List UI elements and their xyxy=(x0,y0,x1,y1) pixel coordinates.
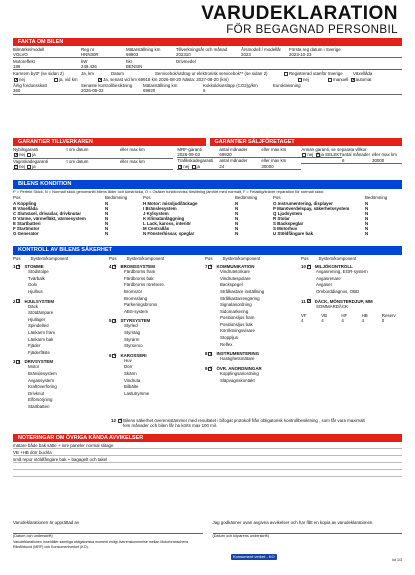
condition-rating: N xyxy=(235,225,239,231)
field-label: Servicebok/utdrag ur elektronisk servicebok** (se sidan 2) xyxy=(155,71,268,77)
condition-table xyxy=(13,195,402,236)
field-value: 2026-09-03 xyxy=(81,88,143,94)
tire-value: 4 xyxy=(301,318,304,324)
condition-rating: N xyxy=(105,210,109,216)
field-label: MRF-garanti xyxy=(177,147,202,152)
safety-group-1 xyxy=(13,256,112,411)
safety-item: Avgasrening, EGR-system xyxy=(316,269,368,275)
tire-depth-table xyxy=(301,313,402,323)
field-label: Reg nr xyxy=(81,47,95,52)
safety-item: Omborddiagnos, OBD xyxy=(316,288,360,294)
safety-item: Kopplingsanordning xyxy=(220,370,259,376)
page-code: lot 1/3 xyxy=(392,558,402,562)
safety-item: Lastutrymme xyxy=(124,390,150,396)
checkbox[interactable] xyxy=(16,265,20,269)
condition-item: J Kylsystem xyxy=(143,210,169,216)
safety-item: Släpvagnskontakt xyxy=(220,377,255,383)
condition-rating: N xyxy=(235,215,239,221)
checkbox[interactable] xyxy=(208,352,212,356)
safety-item: Styrservo xyxy=(124,343,143,349)
option: ja, vid km xyxy=(53,77,97,82)
safety-item: Tvärbalk xyxy=(28,275,45,281)
field-value: 249.426 xyxy=(81,64,126,70)
checkbox[interactable] xyxy=(307,299,311,303)
safety-group-4 xyxy=(301,256,402,411)
condition-rating: N xyxy=(365,200,369,206)
condition-rating: N xyxy=(365,225,369,231)
safety-item: Färdbroms bak xyxy=(124,275,154,281)
safety-item: Vindrutespolare xyxy=(220,275,251,281)
safety-item: Vindrutetorkare xyxy=(220,269,250,275)
condition-rating: N xyxy=(365,205,369,211)
field-label: Kokkoldsutsläpp (CO2)g/km xyxy=(203,83,258,89)
field-value: 6 xyxy=(203,88,273,94)
field-label: Nybilsgaranti xyxy=(13,147,39,152)
konsumentverket-logo: Konsument verket - KO xyxy=(233,554,275,559)
field-value xyxy=(176,64,402,70)
column-header: Bedömning xyxy=(235,195,258,201)
checkbox[interactable] xyxy=(192,165,196,169)
condition-item: A Koppling xyxy=(13,200,37,206)
field-value: 2023 xyxy=(241,52,289,58)
field-value: 2026-09-03 xyxy=(177,152,219,158)
page-subtitle: FÖR BEGAGNAD PERSONBIL xyxy=(226,23,398,36)
field-value: 69903 xyxy=(126,52,176,58)
checkbox[interactable] xyxy=(328,78,332,82)
safety-group-2 xyxy=(109,256,208,411)
vehicle-row4 xyxy=(13,83,402,94)
safety-item: Bilbälte xyxy=(124,384,139,390)
safety-item: Körriktningsvisare xyxy=(220,328,255,334)
safety-item: Motor xyxy=(28,364,40,370)
group-number: 2 xyxy=(13,298,16,304)
group-title: INSTRUMENTERING xyxy=(216,351,260,357)
option: nej xyxy=(297,77,327,82)
warranty-section xyxy=(13,138,402,170)
note-line: VB +HB dörr buckla xyxy=(13,449,402,456)
column-header xyxy=(301,256,402,261)
condition-item: Q Ljudsystem xyxy=(273,210,303,216)
safety-item: SOMMARDÄCK xyxy=(316,303,348,309)
warranty-manufacturer-heading: GARANTIER TILLVERKAREN xyxy=(13,138,206,146)
safety-item: Bränslesystem xyxy=(28,370,57,376)
safety-item: Stödstolpe xyxy=(28,269,49,275)
seller-warranty xyxy=(177,147,402,170)
tire-value: 4 xyxy=(341,318,344,324)
safety-item: Kraftöverföring xyxy=(28,384,57,390)
condition-rating: N xyxy=(235,205,239,211)
component-header: System/komponent xyxy=(30,256,69,261)
manufacturer-warranty xyxy=(13,147,173,170)
note-line: små repor stöldfångare bak + bagagelt och takel xyxy=(13,456,402,463)
safety-item: Stoppljus xyxy=(220,335,239,341)
footer-right xyxy=(213,520,403,549)
field-label: antal månader xyxy=(219,147,248,152)
condition-item: O Instrumentering, displayer xyxy=(273,200,333,206)
safety-item: Bromsrör xyxy=(124,288,143,294)
condition-item: U Stöldfångare bak xyxy=(273,230,314,236)
tire-header: HF xyxy=(341,313,348,319)
safety-item: ABS-system xyxy=(124,308,149,314)
footer-text: Varudeklarationen innehåller samtliga obligatoriska moment enligt överenskommelse mellan Motorbranschens Riksförbund (MRF) och Konsumentverket (KO). xyxy=(13,540,189,549)
field-value: 24 xyxy=(219,164,261,170)
field-value: HNN30R xyxy=(81,52,126,58)
group-title: ÖVR. ANORDNINGAR xyxy=(216,365,262,371)
checkbox[interactable] xyxy=(307,265,311,269)
condition-item: L Lack, kaross, interiör xyxy=(143,220,191,226)
checkbox[interactable] xyxy=(351,78,355,82)
safety-item: Färdbroms fram xyxy=(124,269,156,275)
field-label: Bilmärke/modell xyxy=(13,47,45,52)
field-value: 202310 xyxy=(176,52,241,58)
condition-item: M Centrallås xyxy=(143,225,170,231)
condition-rating: N xyxy=(365,210,369,216)
condition-item: H Motor: missljud/läckage xyxy=(143,200,198,206)
safety-item: Skärm xyxy=(124,370,137,376)
safety-item: Stötdämpare xyxy=(28,310,54,316)
safety-columns xyxy=(13,256,402,411)
field-label: Motoreffekt xyxy=(13,59,35,65)
group-number: 11 xyxy=(301,298,306,304)
condition-item: S Motorhuv xyxy=(273,225,298,231)
safety-item: Sidomarkering xyxy=(220,308,249,314)
condition-item: G Generator xyxy=(13,230,39,236)
vehicle-row1 xyxy=(13,47,402,58)
footer-text: (Datum och köparens underskrift) xyxy=(212,534,269,539)
safety-item: Avgassystem xyxy=(28,377,55,383)
field-value: ✕nej ja xyxy=(177,164,219,170)
column-header: Bedömning xyxy=(105,195,128,201)
group-number: 7 xyxy=(205,264,208,270)
group-title: STYRSYSTEM xyxy=(120,318,151,324)
tire-header: VF xyxy=(301,313,307,319)
page-title: VARUDEKLARATION xyxy=(201,3,398,24)
group-number: 9 xyxy=(205,365,208,371)
checkbox[interactable] xyxy=(14,78,18,82)
field-label: eller max km xyxy=(372,152,397,158)
field-value: 30000 xyxy=(261,164,301,170)
safety-item: Fjäderfäste xyxy=(28,349,50,355)
field-value: 30000 xyxy=(372,158,402,164)
safety-item: Backspegel xyxy=(220,282,243,288)
condition-rating: N xyxy=(365,220,369,226)
group-title: BROMSSYSTEM xyxy=(120,264,155,270)
condition-rating: N xyxy=(105,205,109,211)
group-title: MILJÖKONTROLL xyxy=(314,264,353,270)
column-header xyxy=(109,256,205,261)
option: manuell ✕ automat xyxy=(327,77,402,82)
note-line xyxy=(13,463,402,470)
safety-item: Avgaser xyxy=(316,282,333,288)
group-number: 5 xyxy=(109,318,112,324)
safety-item: Däck xyxy=(28,303,39,309)
safety-item: Positionsljus bak xyxy=(220,321,253,327)
field-label: Senaste kontrollbesiktning xyxy=(81,83,133,89)
field-label: Första reg datum i Sverige xyxy=(289,47,341,52)
notes-section xyxy=(13,434,402,477)
tire-header: HB xyxy=(361,313,368,319)
field-label: Registrerad utanför Sverige xyxy=(283,71,353,76)
condition-item: S Backspeglar xyxy=(273,220,304,226)
condition-item: N Fönsterhissar, speglar xyxy=(143,230,195,236)
checkbox[interactable] xyxy=(112,265,116,269)
safety-item: Länkarm fram xyxy=(28,329,56,335)
safety-item: Parkeringsbroms xyxy=(124,302,158,308)
safety-item: Vindruta xyxy=(124,377,141,383)
warranty-seller-heading: GARANTIER SÄLJFÖRETAGET xyxy=(210,138,403,146)
tire-value: 4 xyxy=(361,318,365,324)
condition-rating: N xyxy=(235,230,239,236)
checkbox[interactable] xyxy=(27,153,31,157)
vehicle-row3 xyxy=(13,71,402,76)
footer-text: (Datum och underskrift) xyxy=(13,534,53,539)
safety-item: Elförsörjning xyxy=(28,397,53,403)
checkbox[interactable] xyxy=(298,78,302,82)
condition-item: I Bränslesystem xyxy=(143,205,177,211)
field-value: ✕nej ja xyxy=(13,152,66,158)
safety-section xyxy=(13,246,402,411)
field-label: Årsmodell / modellår xyxy=(241,47,282,52)
field-label: Vagnskadegaranti xyxy=(13,158,49,164)
checkbox[interactable] xyxy=(98,78,102,82)
checkbox[interactable] xyxy=(14,153,18,157)
tire-header: VB xyxy=(321,313,328,319)
column-header: Pos xyxy=(143,195,151,201)
field-label: kW xyxy=(81,59,88,65)
checkbox[interactable] xyxy=(284,72,288,76)
pos-header: Pos xyxy=(109,256,117,261)
field-value: VOLVO xyxy=(13,52,81,58)
checkbox[interactable] xyxy=(14,165,18,169)
safety-item: Styrarm xyxy=(124,336,140,342)
vehicle-row2 xyxy=(13,59,402,70)
field-value: 186 xyxy=(13,64,81,70)
footer xyxy=(13,520,402,562)
field-label: Mätarställning km xyxy=(126,47,161,52)
field-label: eller max km xyxy=(261,158,287,164)
checkbox[interactable] xyxy=(54,78,58,82)
group-number: 8 xyxy=(205,351,208,357)
safety-item: Spindelled xyxy=(28,323,49,329)
condition-item: B Växellåda xyxy=(13,205,38,211)
group-title: HJULSYSTEM xyxy=(24,298,54,304)
safety-12 xyxy=(13,418,402,428)
checkbox[interactable] xyxy=(112,354,116,358)
checkbox[interactable] xyxy=(178,165,182,169)
checkbox[interactable] xyxy=(16,299,20,303)
item-12-text: Bilens säkerhet överensstämmer med resultatet i bifogat protokoll från obligatorisk kontrollbesiktning , som får vara maximalt xyxy=(123,418,365,423)
safety-heading: KONTROLL AV BILENS SÄKERHET xyxy=(13,246,402,255)
field-label: Växellåda xyxy=(353,71,373,77)
group-title: KOMMUNIKATION xyxy=(216,264,255,270)
condition-rating: N xyxy=(235,200,239,206)
condition-legend: P = Perfekt Skick, N = Normalt skick genomsnitt bilens ålder och körsträcka, O = Osäker funktion/viss förslitning jämfört med normalt, F = Felaktig/kräver reparation för normalt skick xyxy=(13,189,324,194)
field-label: Ja, km xyxy=(81,71,94,77)
note-line: mätare både bak sätte + inre paneler normal slitage xyxy=(13,442,402,449)
option: ✕nej xyxy=(13,77,53,82)
group-number: 1 xyxy=(13,264,16,270)
field-label: Årlig fordonsskatt xyxy=(13,83,47,89)
field-label: Trafikskadegaranti xyxy=(177,158,214,164)
note-line xyxy=(13,470,402,477)
field-value: BENSIN xyxy=(126,64,176,70)
field-value: 360 xyxy=(13,88,81,94)
group-title: STOMME xyxy=(24,264,44,270)
safety-item: Styrled xyxy=(124,323,138,329)
condition-item: R Stolar xyxy=(273,215,290,221)
condition-rating: N xyxy=(105,200,109,206)
field-label: Tillverkningsår och månad xyxy=(176,47,228,52)
safety-item: Hjullager xyxy=(28,316,46,322)
safety-item: Golv xyxy=(28,282,38,288)
vehicle-heading: FAKTA OM BILEN xyxy=(13,38,402,46)
vehicle-row3b xyxy=(13,77,402,82)
safety-item: Färdbroms rörelsere. xyxy=(124,282,165,288)
condition-section xyxy=(13,180,402,236)
safety-item: Startbatteri xyxy=(28,403,50,409)
group-number: 6 xyxy=(109,352,112,358)
field-value: 6 xyxy=(342,158,372,164)
safety-item: Fjäder xyxy=(28,343,41,349)
condition-rating: N xyxy=(235,210,239,216)
safety-item: Bromsslang xyxy=(124,295,148,301)
pos-header: Pos xyxy=(205,256,213,261)
condition-item: P Manöverdelspay, säkerhetssystem xyxy=(273,205,350,211)
notes-lines xyxy=(13,442,402,477)
tire-value: 4 xyxy=(321,318,324,324)
footer-text: Varudeklarationen är upprättad av xyxy=(13,520,80,525)
field-label: t om datum xyxy=(66,147,89,152)
column-header xyxy=(13,256,109,261)
field-label: Mätarställning km xyxy=(143,83,178,89)
pos-header: Pos xyxy=(13,256,21,261)
condition-heading: BILENS KONDITION xyxy=(13,180,402,189)
field-value: 2023-10-23 xyxy=(289,52,402,58)
field-value xyxy=(120,164,173,170)
field-value xyxy=(273,88,402,94)
condition-rating: N xyxy=(365,215,369,221)
condition-rating: N xyxy=(105,230,109,236)
field-label: Datum xyxy=(111,71,124,77)
checkbox[interactable] xyxy=(118,419,122,423)
checkbox[interactable] xyxy=(208,265,212,269)
field-value: nej ✕ ja SELEKT xyxy=(301,152,342,158)
field-label: Euroklassning xyxy=(273,83,301,89)
checkbox[interactable] xyxy=(16,360,20,364)
condition-item: E Startbatteri xyxy=(13,220,41,226)
signature-line xyxy=(213,525,403,534)
field-value xyxy=(66,164,119,170)
field-label: eller max km xyxy=(261,147,287,152)
safety-item: Styrstag xyxy=(124,329,141,335)
condition-item: C Slutväxel, drivaxlar, drivknutar xyxy=(13,210,82,216)
checkbox[interactable] xyxy=(112,319,116,323)
column-header: Pos xyxy=(273,195,281,201)
safety-item: Huv xyxy=(124,357,132,363)
condition-rating: N xyxy=(365,230,369,236)
safety-item: Signalanordning xyxy=(220,302,252,308)
component-header: System/komponent xyxy=(318,256,357,261)
column-header xyxy=(205,256,301,261)
safety-group-3 xyxy=(205,256,301,411)
group-number: 10 xyxy=(301,264,306,270)
safety-item: Positionsljus fram xyxy=(220,315,255,321)
field-label: t om datum xyxy=(66,158,89,164)
safety-item: Strålkastarrengöring xyxy=(220,295,260,301)
tire-header: Reserv xyxy=(381,313,396,319)
condition-rating: N xyxy=(105,215,109,221)
safety-item: Strålkastare inställning xyxy=(220,288,265,294)
group-title: DRIVSYSTEM xyxy=(24,359,53,365)
tire-value: 0 xyxy=(381,318,385,324)
footer-text: Jag godkänner ovan avgivna avvikelser och har fått en kopia av varudeklarationen. xyxy=(212,520,374,525)
checkbox[interactable] xyxy=(208,367,212,371)
field-label: hkr xyxy=(126,59,133,65)
group-number: 3 xyxy=(13,359,16,365)
column-header: Bedömning xyxy=(365,195,388,201)
checkbox[interactable] xyxy=(316,153,320,157)
field-value: ✕nej ja xyxy=(13,164,66,170)
component-header: System/komponent xyxy=(126,256,165,261)
condition-item: D Värme, värmefläkt, värmesystem xyxy=(13,215,86,221)
safety-item: Hjulhus xyxy=(28,288,43,294)
column-header: Pos xyxy=(13,195,21,201)
group-title: DÄCK, MÖNSTERDJUP, MM xyxy=(314,298,373,304)
safety-item: Hastighetsmätare xyxy=(220,356,255,362)
field-label: antal månader xyxy=(342,152,371,158)
field-value: 69920 xyxy=(219,152,261,158)
safety-item: Avgasrenare xyxy=(316,275,341,281)
field-label: Kamrem bytt* (se sidan 2) xyxy=(13,71,64,77)
safety-item: Drivknut xyxy=(28,390,45,396)
field-label: eller max km xyxy=(119,158,145,164)
field-label: Annan garanti, se separata villkor xyxy=(301,147,367,152)
notes-heading: NOTERINGAR OM ÖVRIGA KÄNDA AVVIKELSER xyxy=(13,434,402,442)
item-12: 12 ✕ Bilens säkerhet överensstämmer med resultatet i bifogat protokoll från obligatorisk kontrollbesiktning , som får vara maximalt xyxy=(13,418,402,423)
component-header: System/komponent xyxy=(222,256,261,261)
group-title: KAROSSERI xyxy=(120,352,147,358)
field-value: 69920 xyxy=(143,88,203,94)
safety-item: Länkarm bak xyxy=(28,336,54,342)
field-label: antal månader xyxy=(219,158,248,164)
condition-rating: N xyxy=(105,225,109,231)
field-label: Drivmedel xyxy=(176,59,196,65)
group-number: 4 xyxy=(109,264,112,270)
footer-left xyxy=(13,520,203,549)
condition-item: F Startmotor xyxy=(13,225,40,231)
condition-rating: N xyxy=(105,220,109,226)
checkbox[interactable] xyxy=(27,165,31,169)
signature-line xyxy=(13,525,203,534)
item-12-text-2: fem månader och bilen får ha körts max 100 mil. xyxy=(123,423,217,429)
field-label: eller max km xyxy=(119,147,145,152)
field-value xyxy=(301,158,342,164)
safety-item: Dörr xyxy=(124,364,133,370)
pos-header: Pos xyxy=(301,256,309,261)
safety-item: Reflex xyxy=(220,341,233,347)
option: ✕ Ja, senast vid km 69918 km 2026-08-20 Nästa: 2027-08-20 (km) xyxy=(97,77,297,82)
checkbox[interactable] xyxy=(302,153,306,157)
condition-item: K Klimatanläggning xyxy=(143,215,185,221)
vehicle-section xyxy=(13,38,402,95)
condition-rating: N xyxy=(235,220,239,226)
